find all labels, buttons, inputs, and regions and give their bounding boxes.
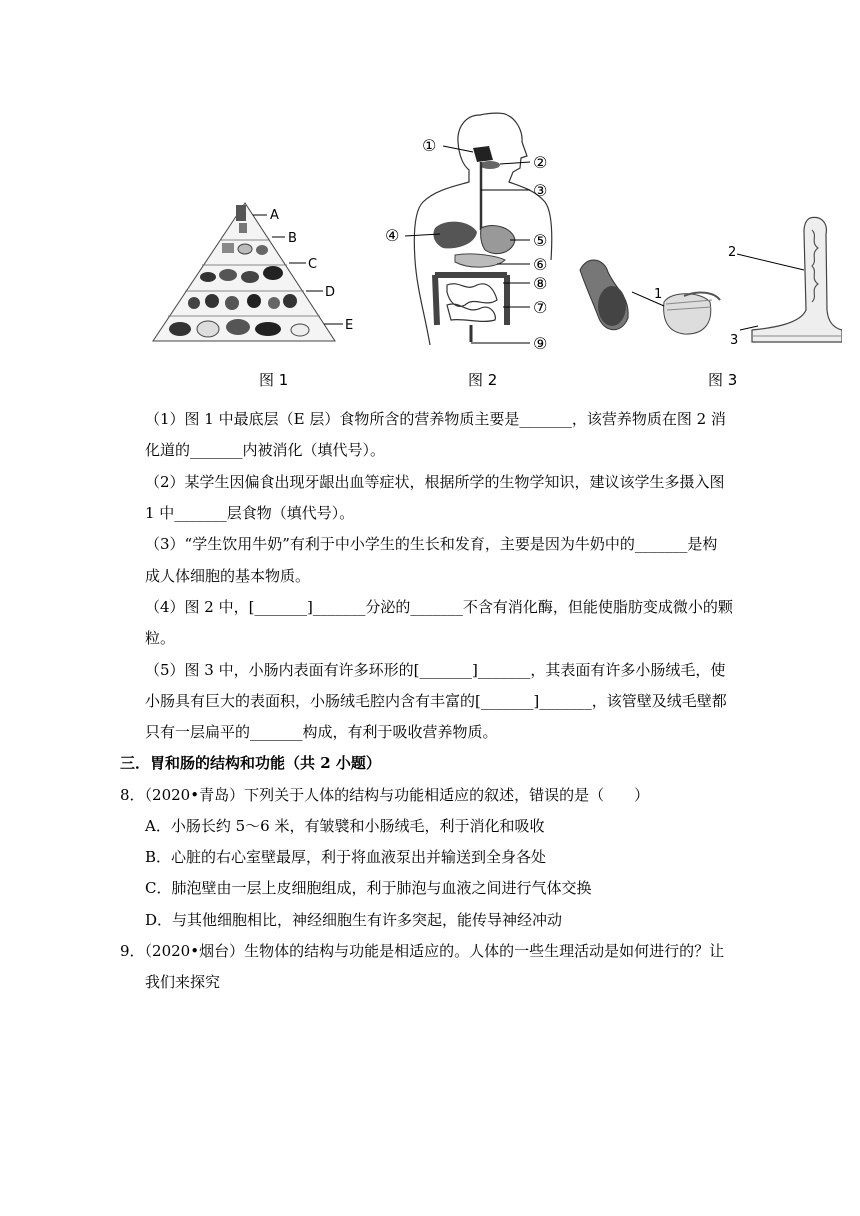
q7-part4-line1: （4）图 2 中，[_______]_______分泌的_______不含有消化酶，但能使脂肪变成微小的颗 bbox=[145, 598, 733, 616]
digestive-label-9: ⑨ bbox=[533, 334, 548, 353]
digestive-label-6: ⑥ bbox=[533, 255, 548, 274]
digestive-label-7: ⑦ bbox=[533, 298, 548, 317]
pyramid-label-d: D bbox=[325, 285, 336, 300]
q7-part5-line3: 只有一层扁平的_______构成，有利于吸收营养物质。 bbox=[145, 723, 498, 741]
q7-part5-line2: 小肠具有巨大的表面积，小肠绒毛腔内含有丰富的[_______]_______，该管壁及绒毛壁都 bbox=[145, 692, 727, 710]
section-3-title: 三．胃和肠的结构和功能（共 2 小题） bbox=[120, 754, 381, 772]
figure-2-caption: 图 2 bbox=[468, 371, 498, 389]
figure-2-digestive-system bbox=[385, 110, 565, 355]
q7-part2-line2: 1 中_______层食物（填代号）。 bbox=[145, 504, 355, 522]
q7-part5-line1: （5）图 3 中，小肠内表面有许多环形的[_______]_______，其表面有许多小肠绒毛，使 bbox=[145, 661, 726, 679]
q7-part1-line2: 化道的_______内被消化（填代号）。 bbox=[145, 441, 386, 459]
digestive-label-3: ③ bbox=[533, 181, 548, 200]
pyramid-label-a: A bbox=[270, 208, 279, 223]
digestive-label-1: ① bbox=[422, 136, 437, 155]
q7-part1-line1: （1）图 1 中最底层（E 层）食物所含的营养物质主要是_______，该营养物质在图 2 消 bbox=[145, 410, 726, 428]
digestive-label-2: ② bbox=[533, 153, 548, 172]
q8-option-b: B．心脏的右心室壁最厚，利于将血液泵出并输送到全身各处 bbox=[145, 848, 547, 866]
pyramid-label-c: C bbox=[308, 257, 318, 272]
q8-option-d: D．与其他细胞相比，神经细胞生有许多突起，能传导神经冲动 bbox=[145, 911, 563, 929]
pyramid-label-e: E bbox=[345, 318, 354, 333]
q7-part2-line1: （2）某学生因偏食出现牙龈出血等症状，根据所学的生物学知识，建议该学生多摄入图 bbox=[145, 473, 725, 491]
pyramid-label-b: B bbox=[288, 231, 297, 246]
q9-stem-line1: 9．（2020•烟台）生物体的结构与功能是相适应的。人体的一些生理活动是如何进行的？让 bbox=[120, 942, 725, 960]
figure-3-caption: 图 3 bbox=[708, 371, 738, 389]
q8-option-a: A．小肠长约 5～6 米，有皱襞和小肠绒毛，利于消化和吸收 bbox=[145, 817, 545, 835]
q9-stem-line2: 我们来探究 bbox=[145, 973, 221, 991]
q7-part3-line1: （3）“学生饮用牛奶”有利于中小学生的生长和发育，主要是因为牛奶中的_______是构 bbox=[145, 535, 718, 553]
q7-part4-line2: 粒。 bbox=[145, 629, 176, 647]
figure-1-caption: 图 1 bbox=[259, 371, 289, 389]
figure-3-small-intestine bbox=[572, 210, 842, 350]
q7-part3-line2: 成人体细胞的基本物质。 bbox=[145, 567, 311, 585]
q8-stem: 8．（2020•青岛）下列关于人体的结构与功能相适应的叙述，错误的是（ ） bbox=[120, 786, 650, 804]
digestive-label-8: ⑧ bbox=[533, 274, 548, 293]
digestive-label-4: ④ bbox=[385, 226, 400, 245]
intestine-label-2: 2 bbox=[728, 245, 737, 260]
q8-option-c: C．肺泡壁由一层上皮细胞组成，利于肺泡与血液之间进行气体交换 bbox=[145, 879, 592, 897]
intestine-label-1: 1 bbox=[654, 287, 663, 302]
figure-1-food-pyramid bbox=[150, 195, 380, 345]
digestive-label-5: ⑤ bbox=[533, 231, 548, 250]
intestine-label-3: 3 bbox=[730, 333, 739, 348]
